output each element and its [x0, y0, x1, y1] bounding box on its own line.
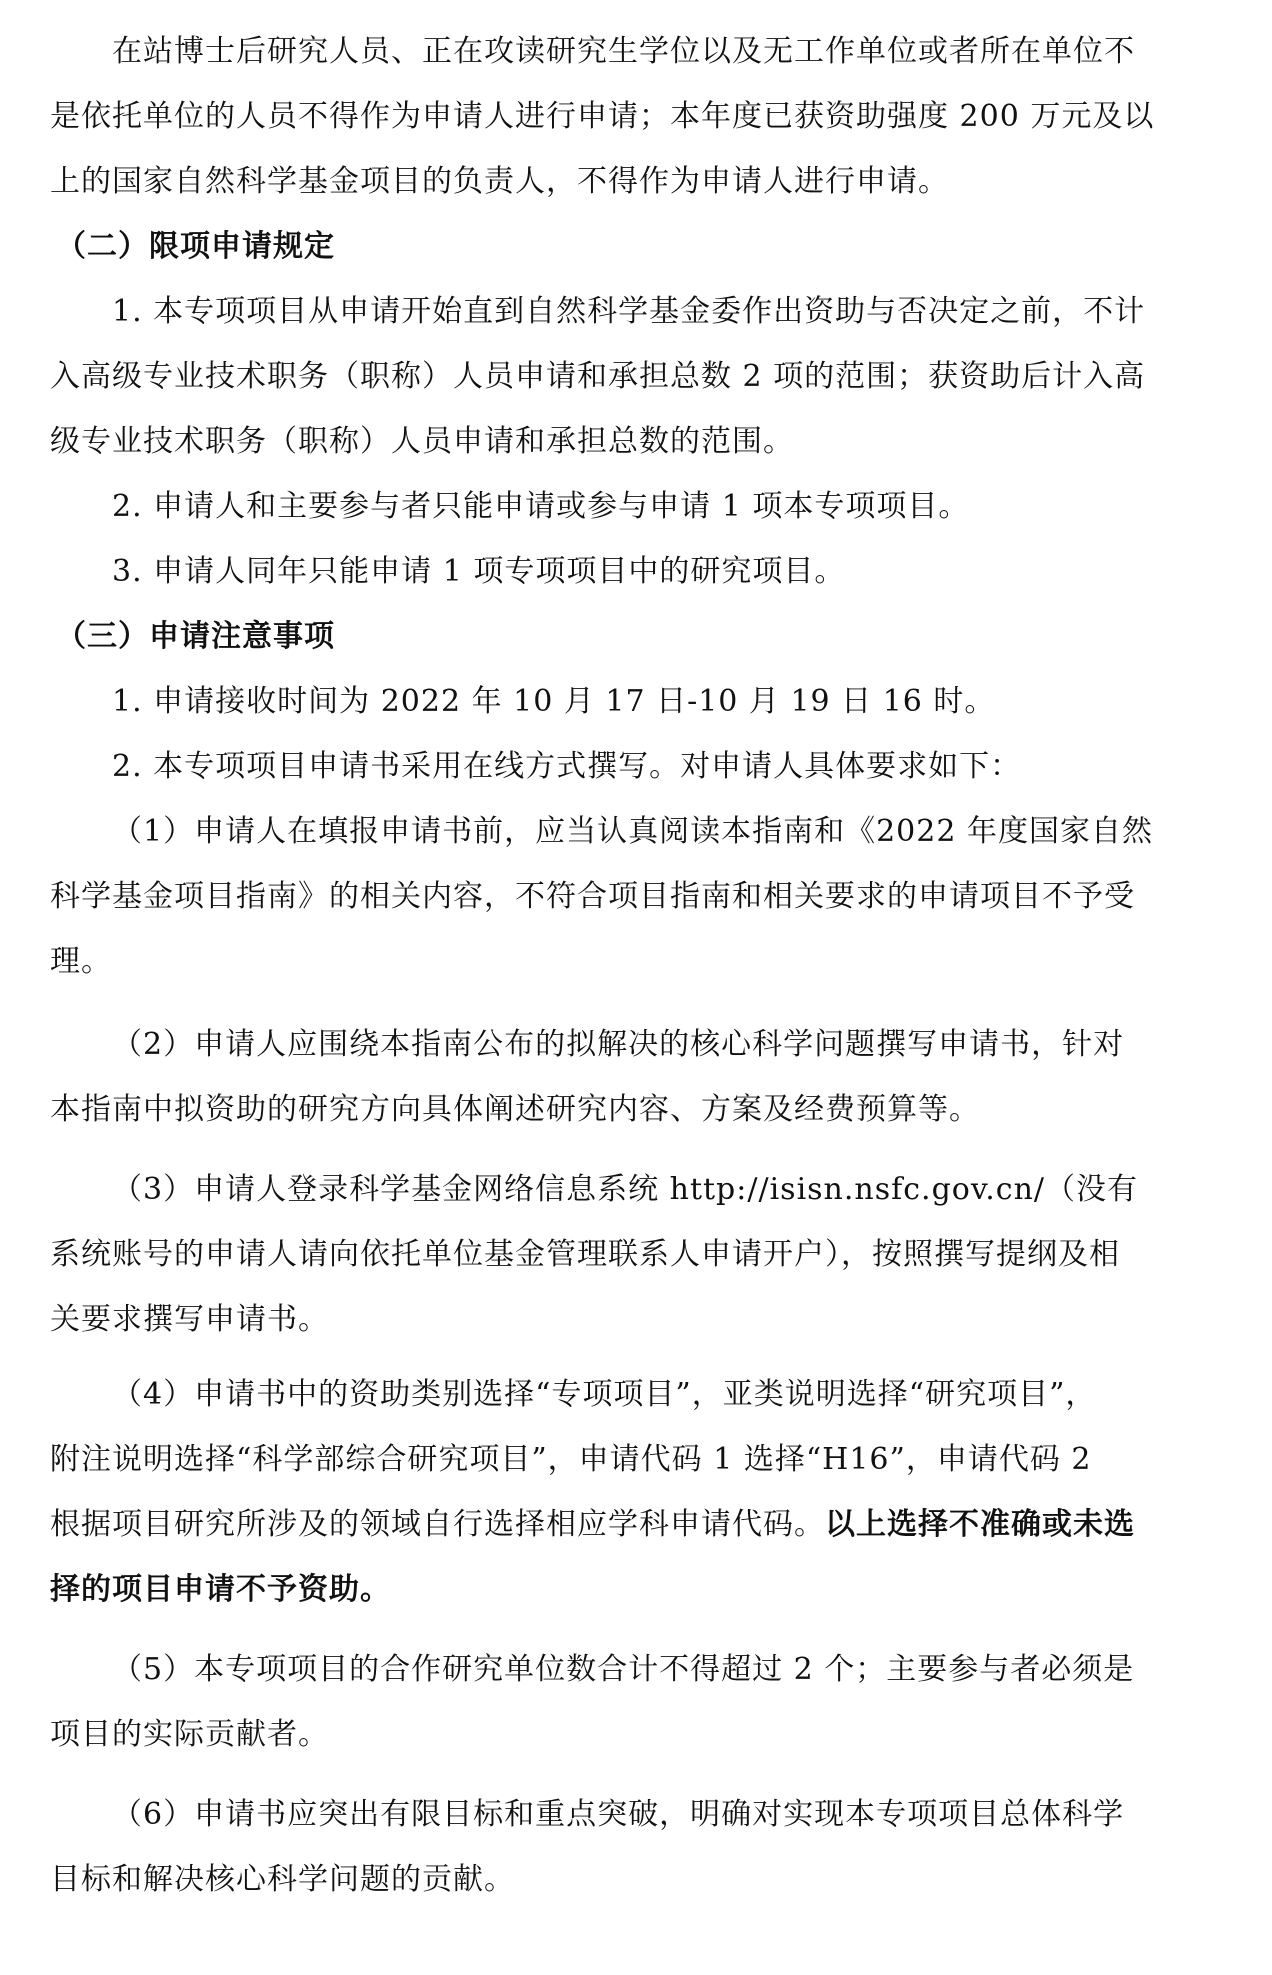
paragraph-line: 理。	[50, 944, 112, 979]
paragraph-line: 目标和解决核心科学问题的贡献。	[50, 1862, 515, 1897]
paragraph-line: 1. 本专项项目从申请开始直到自然科学基金委作出资助与否决定之前，不计	[112, 294, 1146, 329]
paragraph-line: 2. 申请人和主要参与者只能申请或参与申请 1 项本专项项目。	[112, 489, 970, 524]
paragraph-line: 系统账号的申请人请向依托单位基金管理联系人申请开户），按照撰写提纲及相	[50, 1237, 1120, 1272]
paragraph-line: 科学基金项目指南》的相关内容，不符合项目指南和相关要求的申请项目不予受	[50, 879, 1135, 914]
paragraph-line: 2. 本专项项目申请书采用在线方式撰写。对申请人具体要求如下：	[112, 749, 1022, 784]
paragraph-line: （6）申请书应突出有限目标和重点突破，明确对实现本专项项目总体科学	[112, 1797, 1125, 1832]
emphasis-line: 择的项目申请不予资助。	[50, 1572, 391, 1607]
paragraph-line: 项目的实际贡献者。	[50, 1717, 329, 1752]
section-heading: （二）限项申请规定	[56, 229, 335, 264]
paragraph-line: （3）申请人登录科学基金网络信息系统 http://isisn.nsfc.gov.cn/（没有	[112, 1172, 1138, 1207]
paragraph-line: （1）申请人在填报申请书前，应当认真阅读本指南和《2022 年度国家自然	[112, 814, 1153, 849]
paragraph-line: 附注说明选择“科学部综合研究项目”，申请代码 1 选择“H16”，申请代码 2	[50, 1442, 1092, 1477]
paragraph-line: 本指南中拟资助的研究方向具体阐述研究内容、方案及经费预算等。	[50, 1092, 980, 1127]
paragraph-line: 关要求撰写申请书。	[50, 1302, 329, 1337]
paragraph-line: 入高级专业技术职务（职称）人员申请和承担总数 2 项的范围；获资助后计入高	[50, 359, 1146, 394]
paragraph-line	[50, 1505, 1220, 1545]
paragraph-line: 3. 申请人同年只能申请 1 项专项项目中的研究项目。	[112, 554, 846, 589]
paragraph-line: （5）本专项项目的合作研究单位数合计不得超过 2 个；主要参与者必须是	[112, 1652, 1135, 1687]
paragraph-line: 在站博士后研究人员、正在攻读研究生学位以及无工作单位或者所在单位不	[112, 34, 1135, 69]
emphasis-text: 以上选择不准确或未选	[825, 1507, 1135, 1542]
paragraph-text: 根据项目研究所涉及的领域自行选择相应学科申请代码。	[50, 1507, 825, 1542]
paragraph-line: 上的国家自然科学基金项目的负责人，不得作为申请人进行申请。	[50, 164, 949, 199]
section-heading: （三）申请注意事项	[56, 619, 335, 654]
paragraph-line: （2）申请人应围绕本指南公布的拟解决的核心科学问题撰写申请书，针对	[112, 1027, 1125, 1062]
paragraph-line: 1. 申请接收时间为 2022 年 10 月 17 日-10 月 19 日 16 时。	[112, 684, 996, 719]
paragraph-line: 是依托单位的人员不得作为申请人进行申请；本年度已获资助强度 200 万元及以	[50, 99, 1155, 134]
paragraph-line: （4）申请书中的资助类别选择“专项项目”，亚类说明选择“研究项目”，	[112, 1377, 1097, 1412]
paragraph-line: 级专业技术职务（职称）人员申请和承担总数的范围。	[50, 424, 794, 459]
